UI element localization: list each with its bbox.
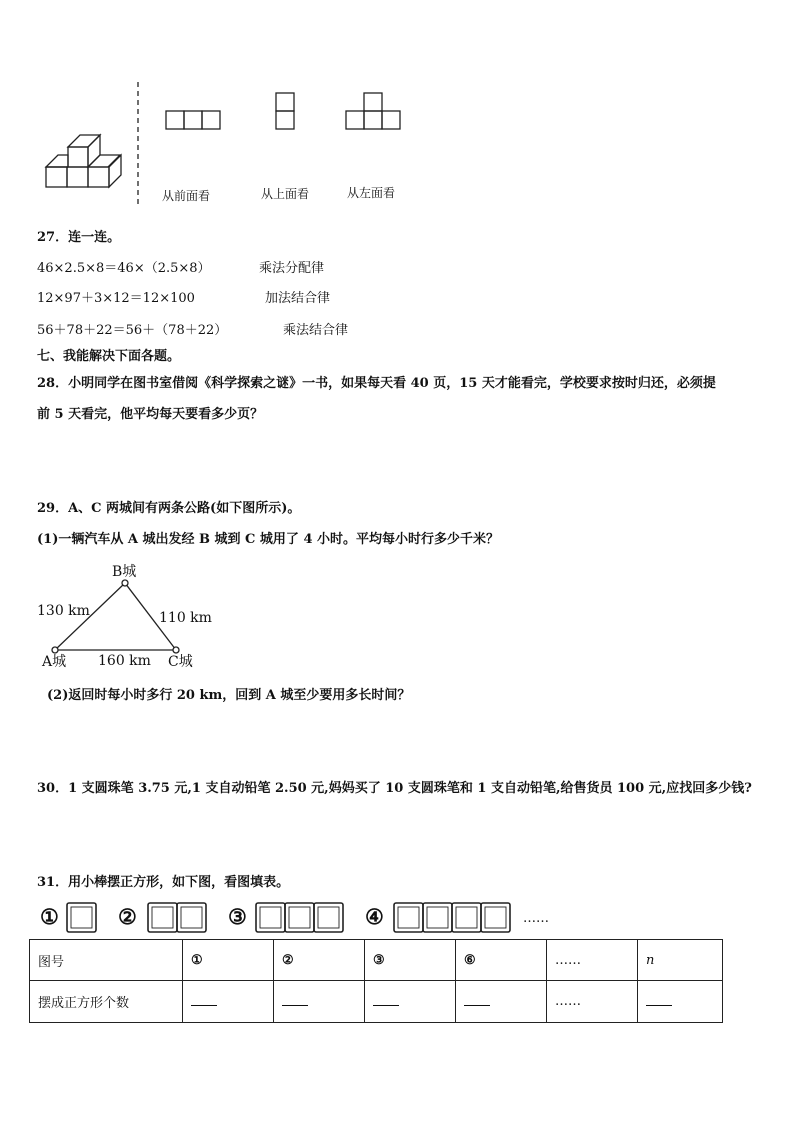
q27-law-3: 乘法结合律 <box>283 323 349 338</box>
stick-square-inner <box>318 907 339 928</box>
stick-square-inner <box>260 907 281 928</box>
triangle-label-a: A城 <box>42 654 67 670</box>
figure-label-4: ④ <box>365 904 384 929</box>
table-row-label: 摆成正方形个数 <box>30 981 183 1023</box>
table-cell: n <box>638 940 723 981</box>
point-b <box>122 580 128 586</box>
q28-line-2: 前 5 天看完，他平均每天要看多少页？ <box>37 407 264 422</box>
top-view-caption: 从上面看 <box>261 187 310 201</box>
stick-square-inner <box>71 907 92 928</box>
triangle-label-c: C城 <box>168 654 193 670</box>
answer-blank[interactable] <box>365 981 456 1023</box>
figure-label-1: ① <box>40 904 59 929</box>
q27-expr-3: 56＋78＋22＝56＋（78＋22） <box>37 323 228 338</box>
q29-part-1: (1)一辆汽车从 A 城出发经 B 城到 C 城用了 4 小时。平均每小时行多少千米？ <box>37 532 500 547</box>
answer-blank[interactable] <box>274 981 365 1023</box>
left-view-caption: 从左面看 <box>347 186 396 200</box>
cube-left-top <box>46 155 68 167</box>
fill-in-table <box>29 939 723 1023</box>
stick-square-inner <box>456 907 477 928</box>
table-cell: ③ <box>365 940 456 981</box>
cube-solid-figure <box>46 135 121 187</box>
q29-part-2: (2)返回时每小时多行 20 km，回到 A 城至少要用多长时间？ <box>47 688 411 703</box>
top-view-shape <box>276 93 294 129</box>
figure-ellipsis: …… <box>523 911 549 926</box>
figure-label-3: ③ <box>228 904 247 929</box>
answer-blank[interactable] <box>456 981 547 1023</box>
cube-top-side <box>88 135 100 167</box>
q31-title: 31．用小棒摆正方形，如下图，看图填表。 <box>37 875 290 890</box>
q29-title: 29．A、C 两城间有两条公路(如下图所示)。 <box>37 501 301 516</box>
q27-law-1: 乘法分配律 <box>259 261 325 276</box>
front-view-caption: 从前面看 <box>162 189 211 203</box>
table-answer-row <box>30 981 723 1023</box>
table-header-row <box>30 940 723 981</box>
stick-square-inner <box>427 907 448 928</box>
table-cell: …… <box>547 981 638 1023</box>
table-cell: ① <box>183 940 274 981</box>
q27-law-2: 加法结合律 <box>265 291 331 306</box>
q27-title: 27．连一连。 <box>37 230 121 245</box>
point-a <box>52 647 58 653</box>
figure-label-2: ② <box>118 904 137 929</box>
stick-figure-4 <box>394 903 510 932</box>
triangle-label-bc: 110 km <box>159 610 212 626</box>
cube-top-face <box>68 135 100 147</box>
left-view-shape <box>346 93 400 129</box>
q27-expr-2: 12×97＋3×12＝12×100 <box>37 291 195 306</box>
stick-square-inner <box>398 907 419 928</box>
q27-expr-1: 46×2.5×8＝46×（2.5×8） <box>37 261 211 276</box>
triangle-label-ac: 160 km <box>98 653 151 669</box>
stick-square-inner <box>181 907 202 928</box>
q30-text: 30．1 支圆珠笔 3.75 元,1 支自动铅笔 2.50 元,妈妈买了 10 支圆珠笔和 1 支自动铅笔,给售货员 100 元,应找回多少钱? <box>37 781 752 796</box>
stick-figure-1 <box>67 903 96 932</box>
point-c <box>173 647 179 653</box>
q28-line-1: 28．小明同学在图书室借阅《科学探索之谜》一书，如果每天看 40 页，15 天才能看完，学校要求按时归还，必须提 <box>37 376 716 391</box>
stick-square-inner <box>289 907 310 928</box>
table-cell: ⑥ <box>456 940 547 981</box>
section-7-heading: 七、我能解决下面各题。 <box>37 349 181 364</box>
table-cell: ② <box>274 940 365 981</box>
table-cell: 图号 <box>30 940 183 981</box>
stick-square-inner <box>152 907 173 928</box>
stick-figure-3 <box>256 903 343 932</box>
cube-top-front <box>68 147 88 167</box>
answer-blank[interactable] <box>183 981 274 1023</box>
triangle-label-ab: 130 km <box>37 603 90 619</box>
stick-square-inner <box>485 907 506 928</box>
stick-figure-2 <box>148 903 206 932</box>
front-view-shape <box>166 111 220 129</box>
answer-blank[interactable] <box>638 981 723 1023</box>
triangle-label-b: B城 <box>112 564 137 580</box>
table-cell: …… <box>547 940 638 981</box>
